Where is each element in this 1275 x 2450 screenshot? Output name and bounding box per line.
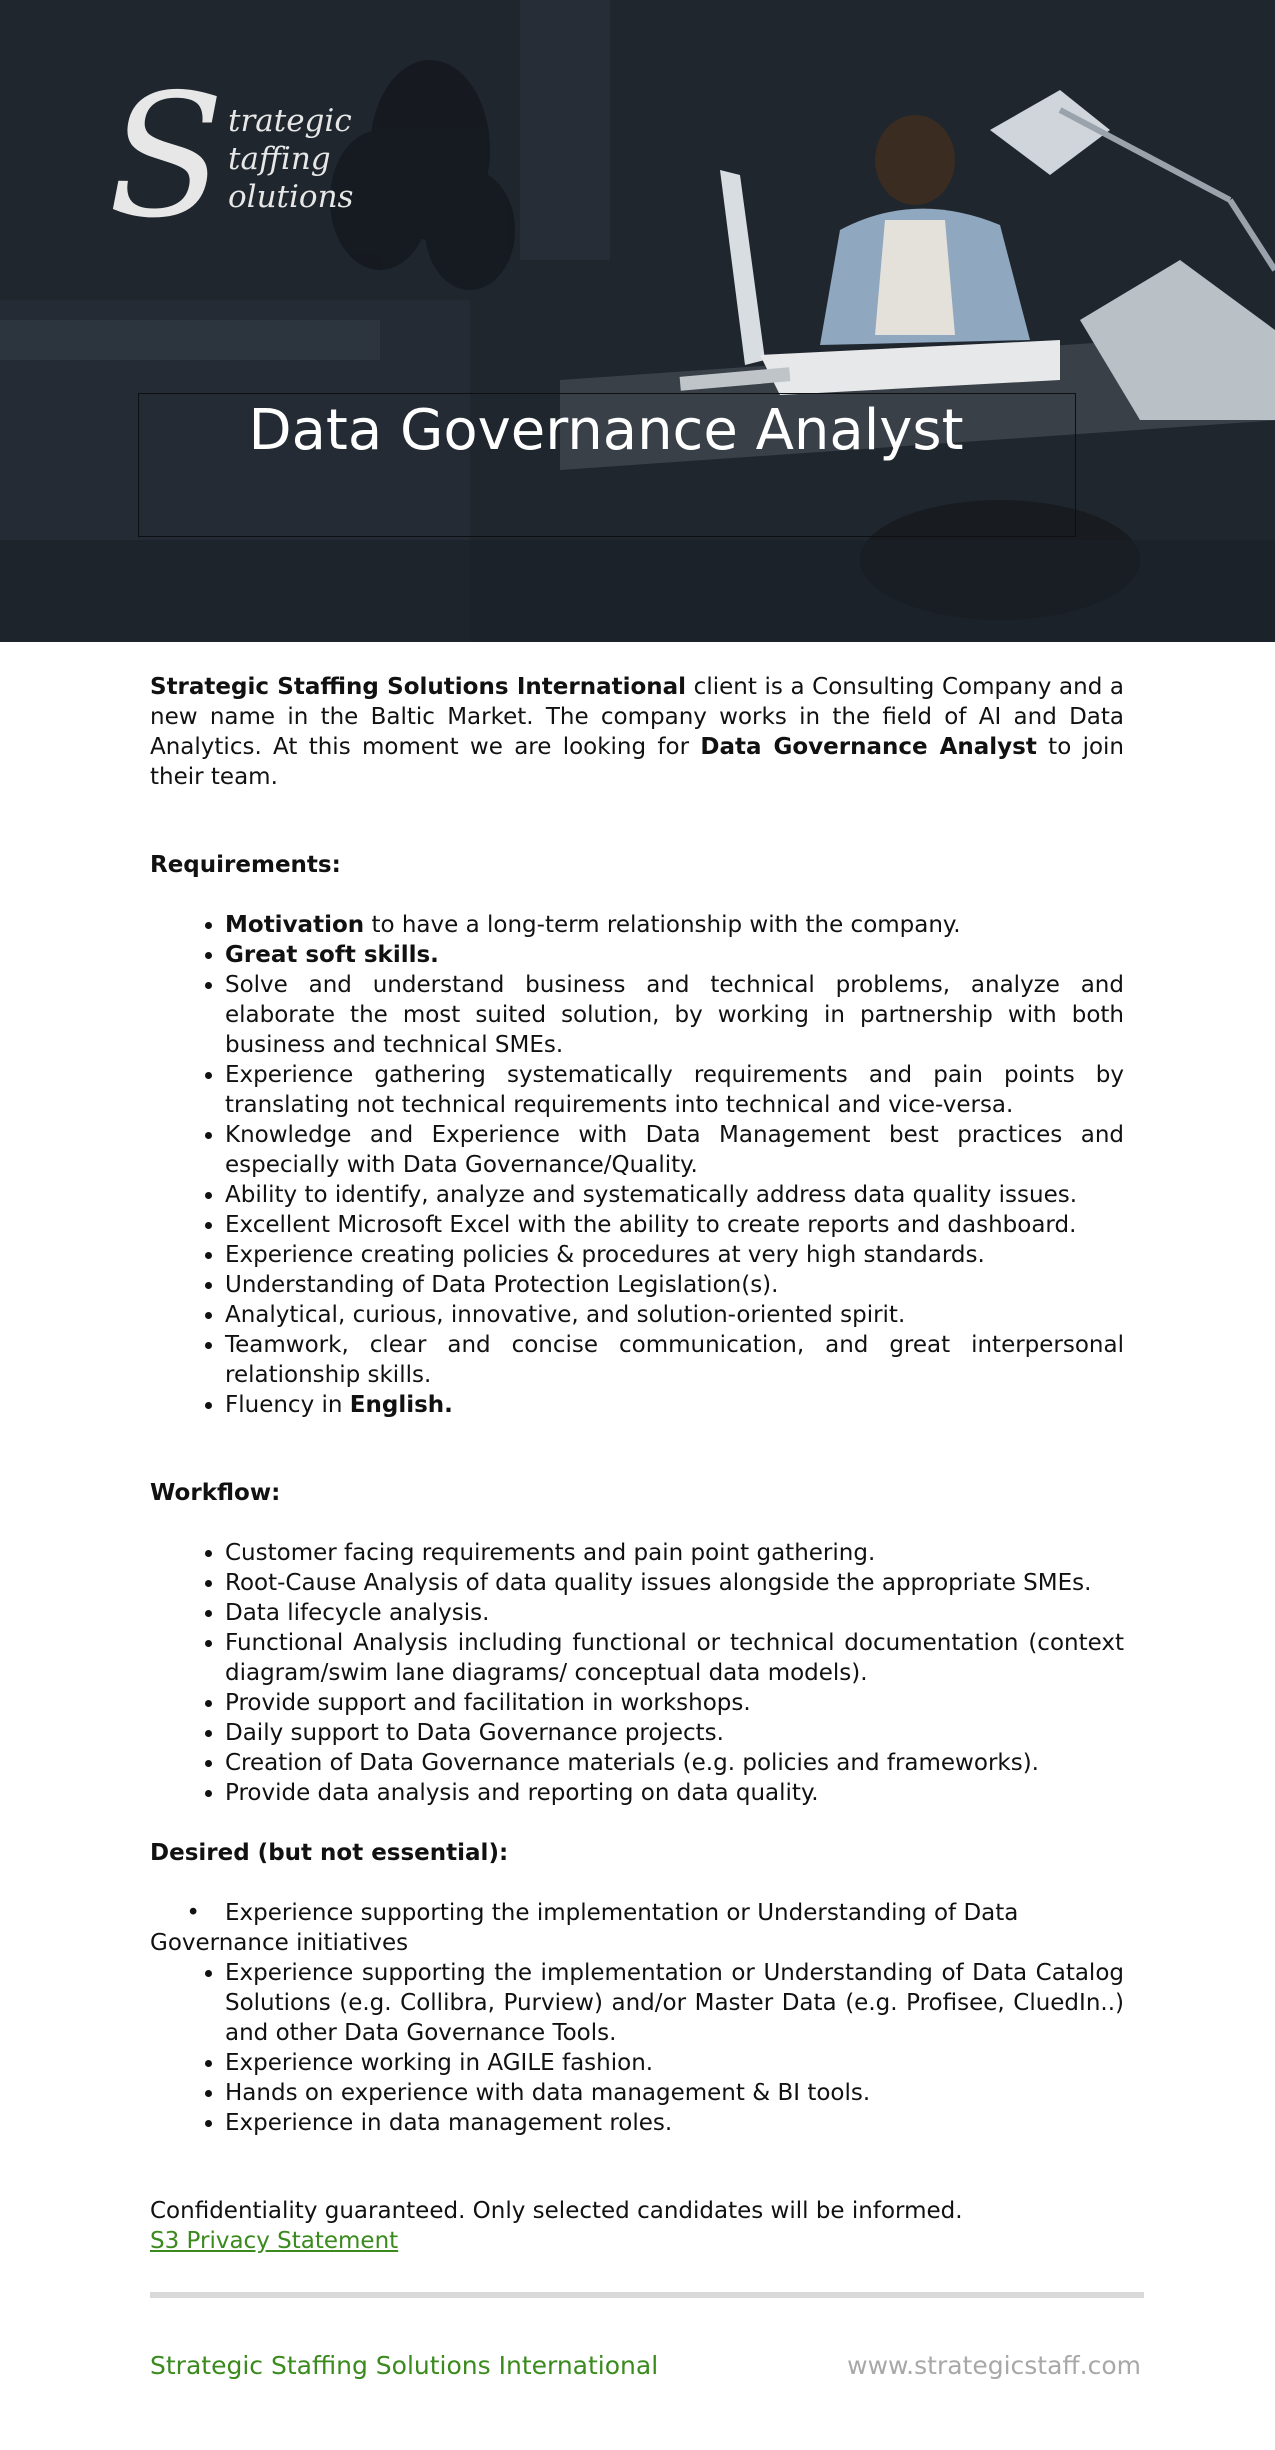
- list-item: • Data lifecycle analysis.: [225, 1598, 1124, 1628]
- desired-first-item: • Experience supporting the implementation or Understanding of Data Governance initiatives: [150, 1900, 1019, 1956]
- list-item: • Creation of Data Governance materials (e.g. policies and frameworks).: [225, 1748, 1124, 1778]
- list-item: • Functional Analysis including functional or technical documentation (context diagram/swim lane diagrams/ conceptual data models).: [225, 1628, 1124, 1688]
- workflow-list: [150, 1538, 1124, 1808]
- job-title: Data Governance Analyst: [248, 398, 964, 463]
- list-item: • Solve and understand business and technical problems, analyze and elaborate the most suited solution, by working in partnership with both business and technical SMEs.: [225, 970, 1124, 1060]
- desired-list: [150, 1958, 1124, 2138]
- list-item: • Teamwork, clear and concise communication, and great interpersonal relationship skills.: [225, 1330, 1124, 1390]
- intro-paragraph: Strategic Staffing Solutions International client is a Consulting Company and a new name in the Baltic Market. The company works in the field of AI and Data Analytics. At this moment we are looking for Data Governance Analyst to join their team.: [150, 674, 1125, 790]
- footer-company: Strategic Staffing Solutions International: [150, 2351, 659, 2380]
- list-item: • Ability to identify, analyze and systematically address data quality issues.: [225, 1180, 1124, 1210]
- list-item: • Provide data analysis and reporting on data quality.: [225, 1778, 1124, 1808]
- footer-divider: [150, 2292, 1144, 2298]
- list-item: • Root-Cause Analysis of data quality issues alongside the appropriate SMEs.: [225, 1568, 1124, 1598]
- list-item: • Experience supporting the implementation or Understanding of Data Catalog Solutions (e.g. Collibra, Purview) and/or Master Data (e.g. Profisee, CluedIn..) and other Data Governance Tools.: [225, 1958, 1124, 2048]
- requirements-list: [150, 910, 1124, 1420]
- hero-banner: [0, 0, 1275, 642]
- logo-monogram: S: [108, 58, 225, 256]
- list-item: • Provide support and facilitation in workshops.: [225, 1688, 1124, 1718]
- desired-heading: Desired (but not essential):: [150, 1840, 509, 1866]
- job-description: [150, 672, 1124, 2256]
- privacy-statement-link[interactable]: S3 Privacy Statement: [150, 2228, 399, 2254]
- list-item: • Experience creating policies & procedures at very high standards.: [225, 1240, 1124, 1270]
- list-item: • Hands on experience with data management & BI tools.: [225, 2078, 1124, 2108]
- list-item: • Excellent Microsoft Excel with the ability to create reports and dashboard.: [225, 1210, 1124, 1240]
- list-item: • Understanding of Data Protection Legislation(s).: [225, 1270, 1124, 1300]
- list-item: • Motivation to have a long-term relationship with the company.: [225, 910, 1124, 940]
- confidentiality-note: Confidentiality guaranteed. Only selected candidates will be informed.: [150, 2198, 963, 2224]
- company-logo: [108, 58, 354, 256]
- list-item: • Daily support to Data Governance projects.: [225, 1718, 1124, 1748]
- logo-wordmark: trategic taffing olutions: [228, 103, 354, 215]
- list-item: • Analytical, curious, innovative, and solution-oriented spirit.: [225, 1300, 1124, 1330]
- list-item: • Experience gathering systematically requirements and pain points by translating not technical requirements into technical and vice-versa.: [225, 1060, 1124, 1120]
- list-item: • Fluency in English.: [225, 1390, 1124, 1420]
- requirements-heading: Requirements:: [150, 852, 341, 878]
- list-item: • Experience in data management roles.: [225, 2108, 1124, 2138]
- footer-website[interactable]: www.strategicstaff.com: [847, 2351, 1141, 2380]
- list-item: • Great soft skills.: [225, 940, 1124, 970]
- list-item: • Knowledge and Experience with Data Management best practices and especially with Data Governance/Quality.: [225, 1120, 1124, 1180]
- list-item: • Customer facing requirements and pain point gathering.: [225, 1538, 1124, 1568]
- list-item: • Experience working in AGILE fashion.: [225, 2048, 1124, 2078]
- workflow-heading: Workflow:: [150, 1480, 281, 1506]
